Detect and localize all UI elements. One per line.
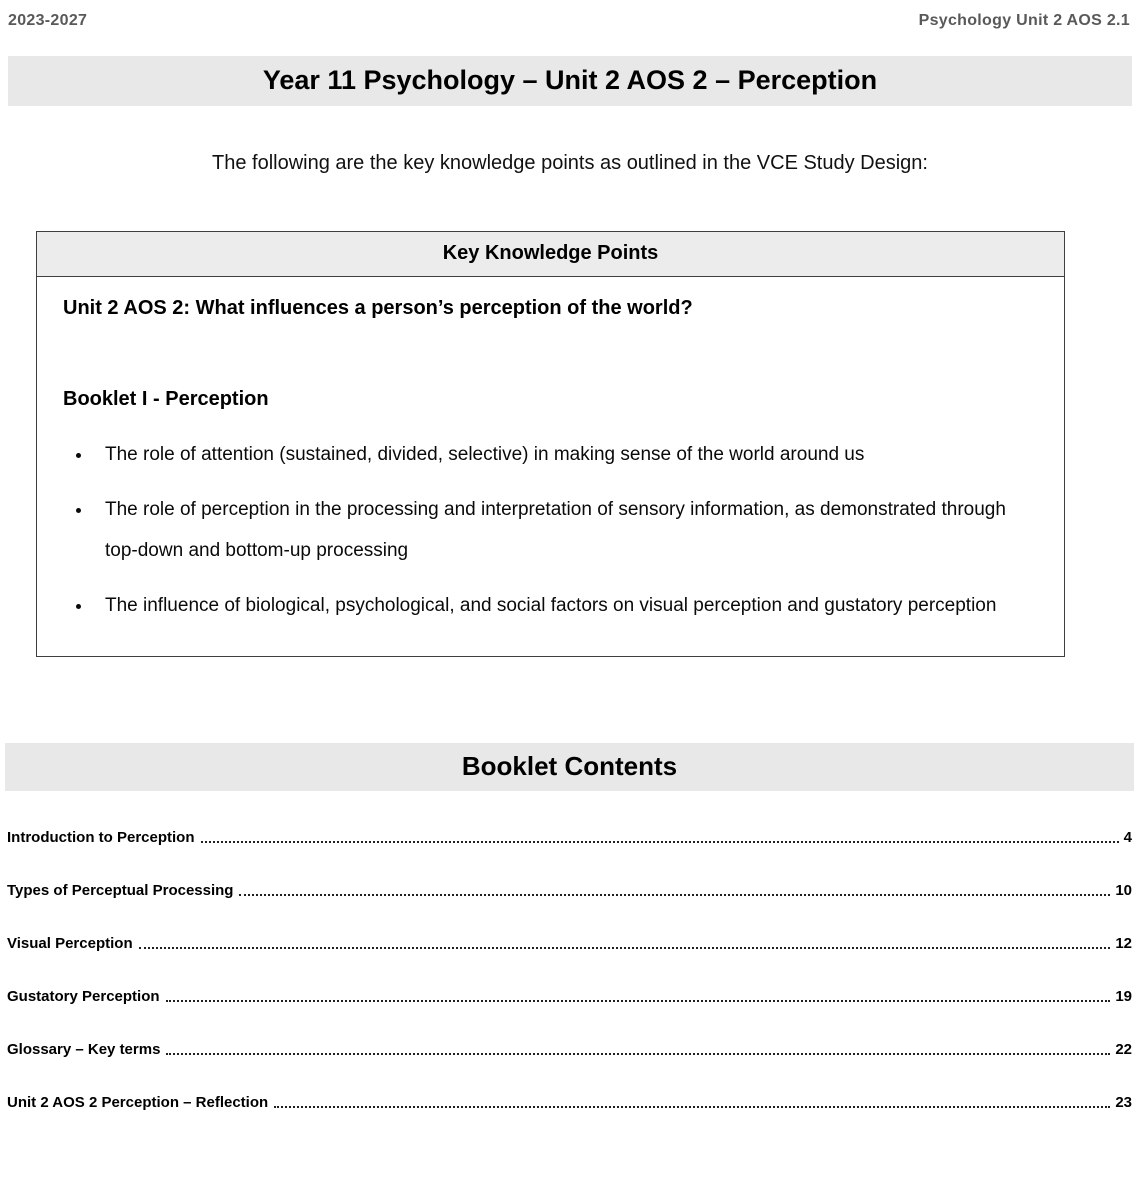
toc-dot-leader bbox=[201, 841, 1119, 843]
toc-page-number: 19 bbox=[1115, 988, 1132, 1006]
key-knowledge-question: Unit 2 AOS 2: What influences a person’s perception of the world? bbox=[63, 297, 693, 319]
toc-entry-label[interactable]: Introduction to Perception bbox=[7, 829, 195, 847]
toc-entry[interactable] bbox=[7, 882, 1132, 899]
key-knowledge-body-cell bbox=[37, 277, 1065, 657]
toc-page-number: 4 bbox=[1123, 829, 1132, 847]
toc-entry[interactable] bbox=[7, 1041, 1132, 1058]
key-knowledge-body-row bbox=[37, 277, 1065, 657]
toc-entry-label[interactable]: Unit 2 AOS 2 Perception – Reflection bbox=[7, 1094, 269, 1112]
toc-dot-leader bbox=[166, 1053, 1110, 1055]
toc-entry-label[interactable]: Types of Perceptual Processing bbox=[7, 882, 234, 900]
toc-page-number: 12 bbox=[1115, 935, 1132, 953]
toc-entry[interactable] bbox=[7, 935, 1132, 952]
toc-dot-leader bbox=[139, 947, 1111, 949]
toc-dot-leader bbox=[166, 1000, 1111, 1002]
toc-page-number: 22 bbox=[1115, 1041, 1132, 1059]
key-knowledge-bullet bbox=[93, 586, 1038, 627]
page-title: Year 11 Psychology – Unit 2 AOS 2 – Perception bbox=[262, 65, 878, 95]
title-banner bbox=[8, 56, 1132, 106]
bullet-text: The influence of biological, psychological, and social factors on visual perception and gustatory perception bbox=[105, 594, 997, 616]
toc-page-number: 23 bbox=[1115, 1094, 1132, 1112]
header-year-range: 2023-2027 bbox=[8, 12, 88, 29]
intro-line: The following are the key knowledge points as outlined in the VCE Study Design: bbox=[212, 152, 928, 174]
key-knowledge-bullet bbox=[93, 490, 1038, 572]
toc-entry-label[interactable]: Glossary – Key terms bbox=[7, 1041, 161, 1059]
key-knowledge-header-row bbox=[37, 232, 1065, 277]
table-of-contents bbox=[7, 829, 1132, 1111]
toc-entry[interactable] bbox=[7, 988, 1132, 1005]
toc-dot-leader bbox=[239, 894, 1110, 896]
toc-entry-label[interactable]: Visual Perception bbox=[7, 935, 133, 953]
contents-title: Booklet Contents bbox=[461, 751, 678, 782]
key-knowledge-list bbox=[63, 435, 1038, 626]
toc-dot-leader bbox=[274, 1106, 1110, 1108]
toc-entry[interactable] bbox=[7, 1094, 1132, 1111]
header-course-label: Psychology Unit 2 AOS 2.1 bbox=[918, 12, 1130, 29]
key-knowledge-table bbox=[36, 231, 1065, 657]
contents-banner bbox=[5, 743, 1134, 791]
key-knowledge-header: Key Knowledge Points bbox=[37, 232, 1065, 277]
running-header bbox=[0, 0, 1140, 30]
bullet-text: The role of attention (sustained, divided, selective) in making sense of the world around us bbox=[105, 444, 865, 465]
toc-page-number: 10 bbox=[1115, 882, 1132, 900]
booklet-heading: Booklet I - Perception bbox=[63, 388, 269, 410]
key-knowledge-bullet bbox=[93, 435, 1038, 476]
toc-entry-label[interactable]: Gustatory Perception bbox=[7, 988, 160, 1006]
bullet-text: The role of perception in the processing and interpretation of sensory information, as demonstrated through top-down and bottom-up processing bbox=[105, 498, 1006, 561]
toc-entry[interactable] bbox=[7, 829, 1132, 846]
